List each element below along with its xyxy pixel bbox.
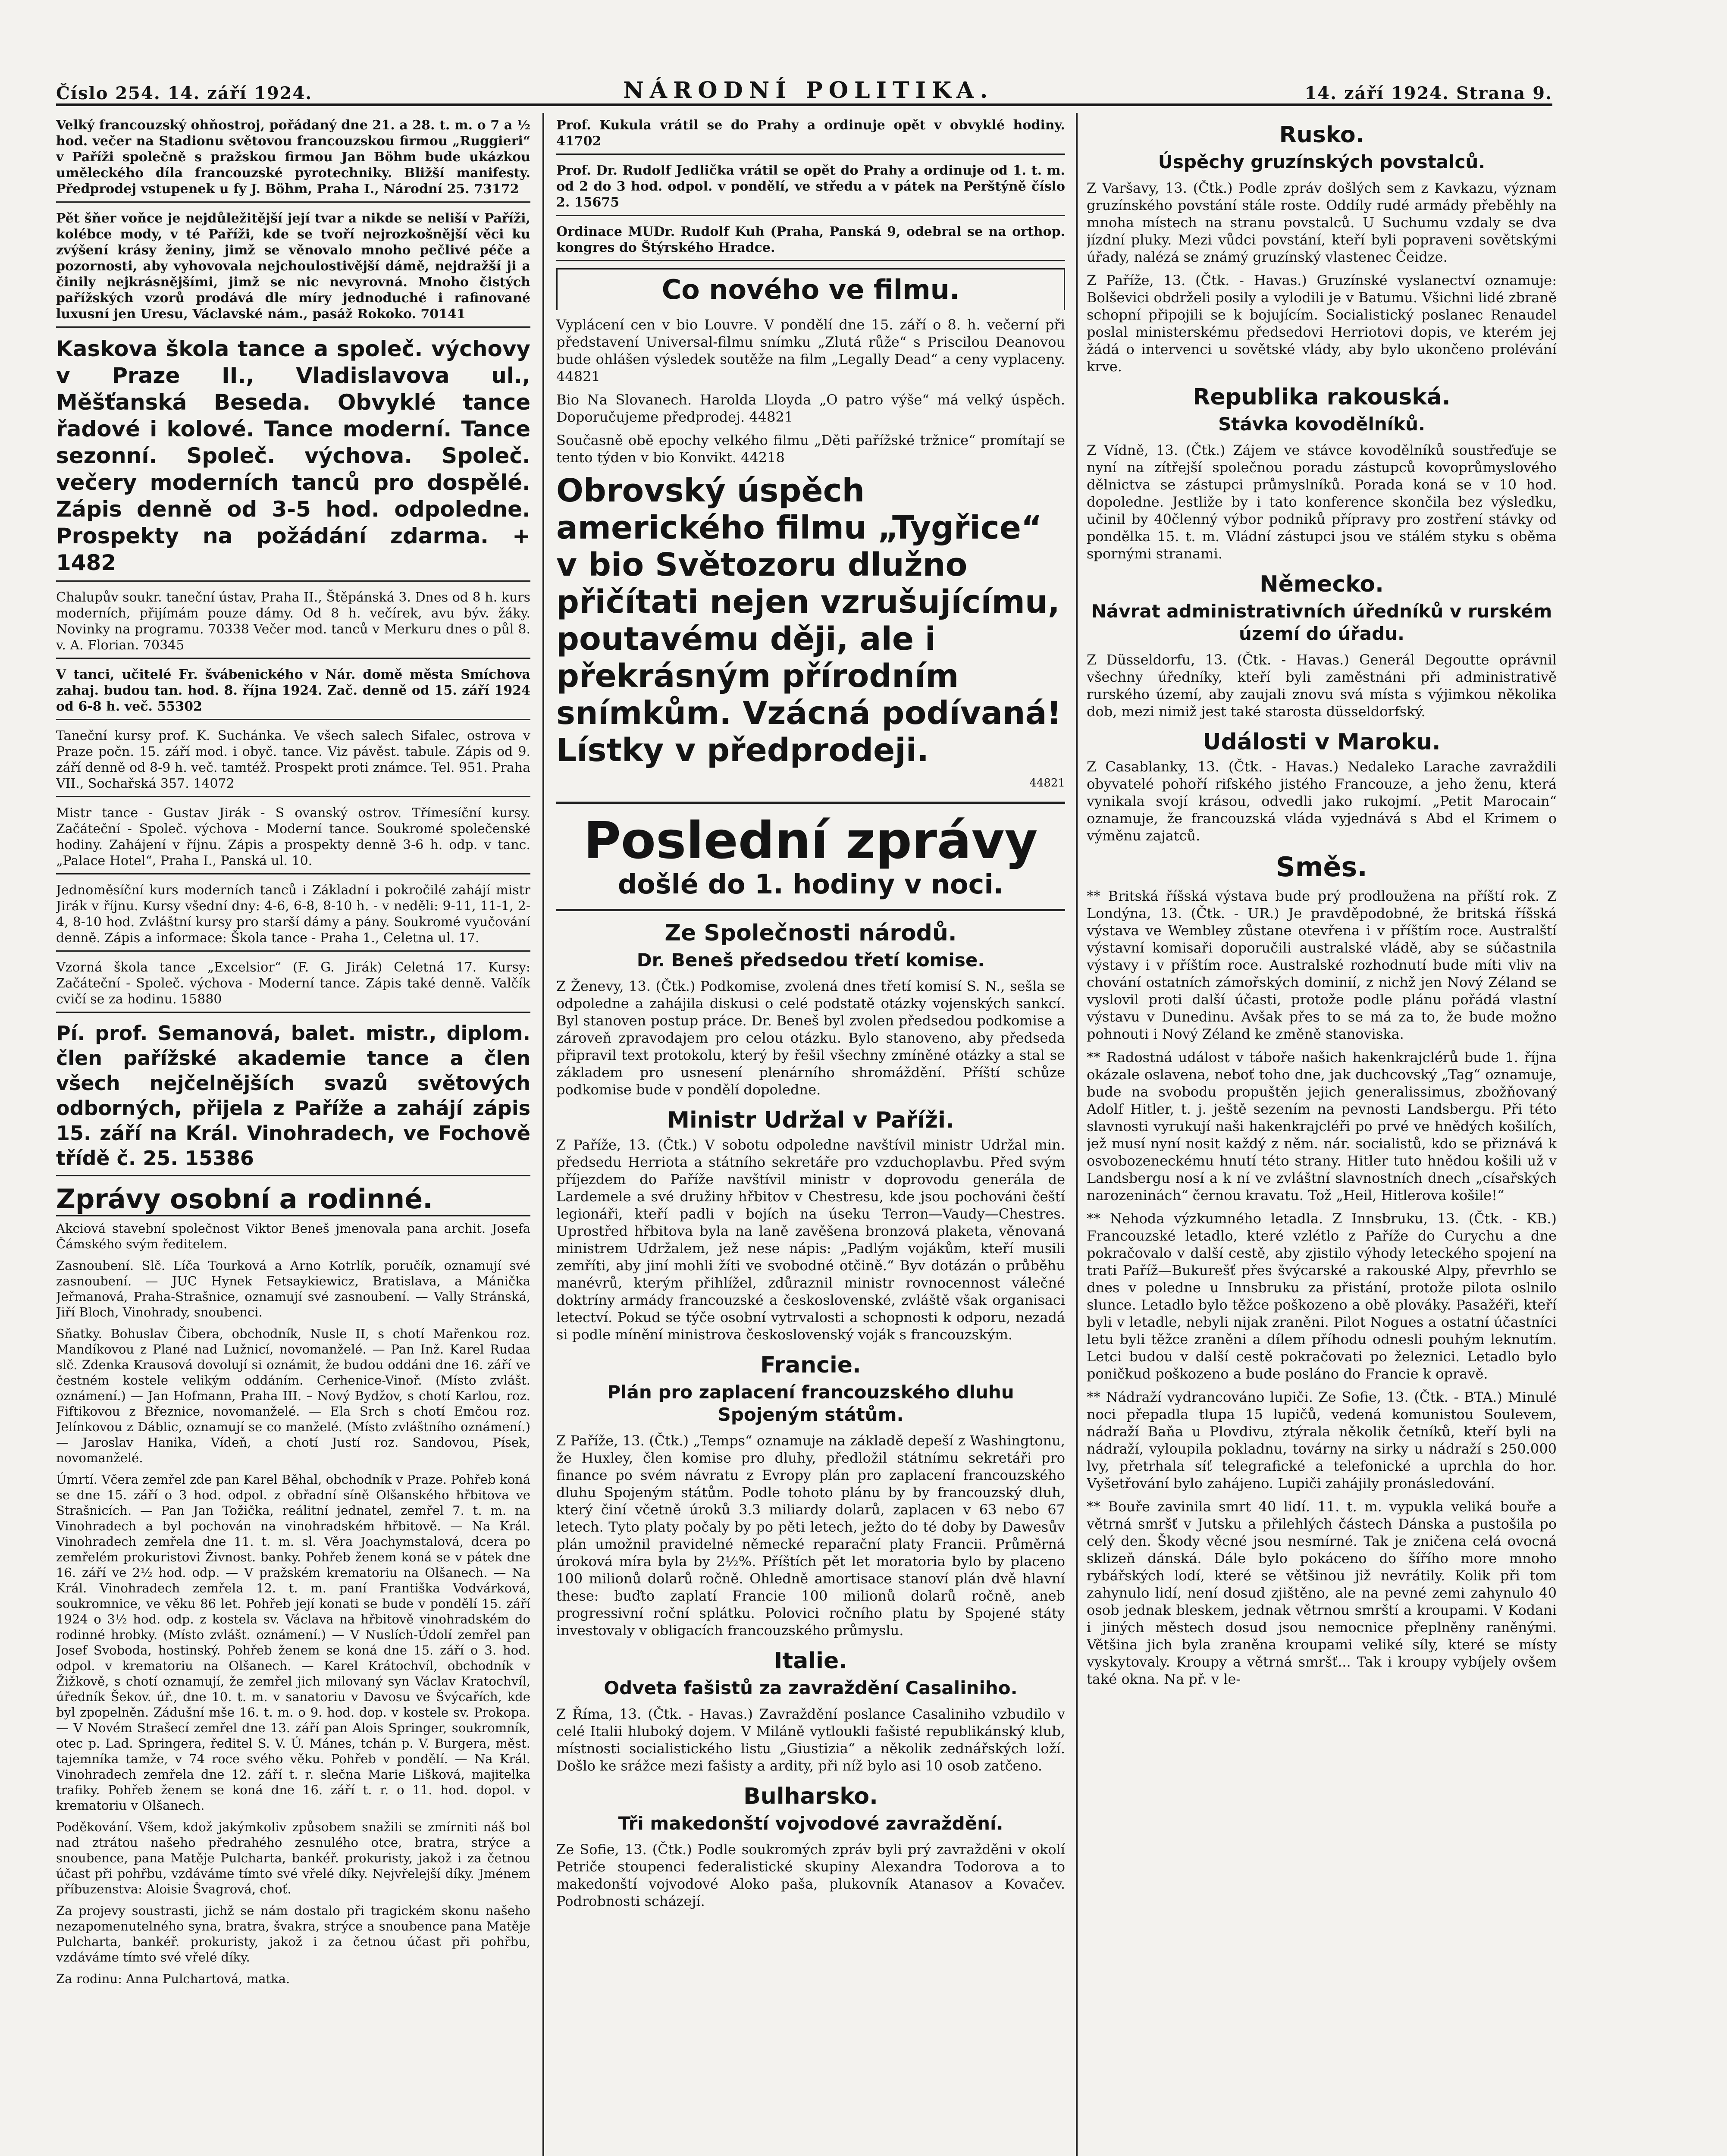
latest-news-title: Poslední zprávy <box>583 811 1038 870</box>
doctor-notice-text: Prof. Dr. Rudolf Jedlička vrátil se opět do Prahy a ordinuje od 1. t. m. od 2 do 3 hod. odpol. v pondělí, ve středu a v pátek na Perštýně číslo 2. 15675 <box>556 163 1065 210</box>
article-paragraph: Z Düsseldorfu, 13. (Čtk. - Havas.) Generál Degoutte oprávnil všechny úředníky, kteří byli zaměstnáni při administrativě rurského území, aby zaujali znovu svá místa s výjimkou několika dob, mezi nimiž jest také starosta düsseldorfský. <box>1087 652 1557 720</box>
misc-paragraph: ** Nádraží vydrancováno lupiči. Ze Sofie, 13. (Čtk. - BTA.) Minulé noci přepadla tlupa 15 lupičů, vedená komunistou Soulevem, nádraží Baňa u Plovdivu, ztýrala několik četníků, kteří byli na nádraží, vyloupila pokladnu, továrny na sirky u nádraží s 250.000 lvy, přetrhala síť telegrafické a telefonické a uprchla do hor. Vyšetřování bylo zahájeno. Lupiči zahájily pronásledování. <box>1087 1389 1557 1492</box>
paragraph: Sňatky. Bohuslav Čibera, obchodník, Nusle II, s chotí Mařenkou roz. Mandíkovou z Plané nad Lužnicí, novomanželé. — Pan Inž. Karel Rudaa slč. Zdenka Krausová dovolují si oznámit, že budou oddáni dne 16. září ve čestném kostele velikým oddáním. Cerhenice-Vinoř. (Místo zvlášt. oznámení.) — Jan Hofmann, Praha III. – Nový Bydžov, s chotí Karlou, roz. Fiftikovou z Březnice, novomanželé. — Ela Srch s chotí Emčou roz. Jelínkovou z Dáblic, oznamují se co manželé. (Místo zvláštního oznámení.) — Jaroslav Hanika, Vídeň, a chotí Justí roz. Sandovou, Písek, novomanželé. <box>56 1326 530 1465</box>
article-subheadline: Dr. Beneš předsedou třetí komise. <box>636 950 985 971</box>
masthead-title: NÁRODNÍ POLITIKA. <box>623 77 994 103</box>
latest-news-subtitle: došlé do 1. hodiny v noci. <box>617 868 1004 900</box>
article-paragraph: Z Říma, 13. (Čtk. - Havas.) Zavraždění poslance Casaliniho vzbudilo v celé Italii hluboký dojem. V Miláně vytloukli fašisté republikánský klub, místnosti socialistického listu „Giustizia“ a několik zednářských loží. Došlo ke srážce mezi fašisty a ardity, při níž bylo asi 10 osob zatčeno. <box>556 1706 1065 1774</box>
article-paragraph: Ze Sofie, 13. (Čtk.) Podle soukromých zpráv byli prý zavražděni v okolí Petriče stoupenci federalistické skupiny Alexandra Todorova a to makedonští vojvodové Aloko paša, plukovník Atanasov a Kovačev. Podrobnosti scházejí. <box>556 1841 1065 1909</box>
advertisement-text: Taneční kursy prof. K. Suchánka. Ve všech salech Sifalec, ostrova v Praze počn. 15. září mod. i obyč. tance. Viz pávěst. tabule. Zápis od 9. září denně od 8-9 h. več. tamtéž. Prospekt proti známce. Tel. 951. Praha VII., Sochařská 357. 14072 <box>56 728 530 791</box>
advertisement <box>56 1016 530 1176</box>
paragraph: Zasnoubení. Slč. Líča Tourková a Arno Kotrlík, poručík, oznamují své zasnoubení. — JUC Hynek Fetsaykiewicz, Bratislava, a Mánička Jeřmanová, Praha-Strašnice, oznamují své zasnoubení. — Vally Stránská, Jiří Bloch, Vinohrady, snoubenci. <box>56 1258 530 1319</box>
section-title-misc: Směs. <box>1276 851 1367 883</box>
cinema-news <box>556 316 1065 466</box>
article-headline: Francie. <box>760 1352 861 1378</box>
advertisement-text: Jednoměsíční kurs moderních tanců i Základní i pokročilé zahájí mistr Jirák v říjnu. Kursy všední dny: 4-6, 6-8, 8-10 h. - v neděli: 9-11, 11-1, 2-4, 8-10 hod. Zvláštní kursy pro starší dámy a pány. Soukromé vyučování denně. Zápis a informace: Škola tance - Praha 1., Celetna ul. 17. <box>56 883 530 946</box>
doctor-notice <box>556 113 1065 155</box>
section-title-personal: Zprávy osobní a rodinné. <box>56 1183 530 1216</box>
paragraph: Za rodinu: Anna Pulchartová, matka. <box>56 1971 290 1986</box>
column-1 <box>56 113 530 2156</box>
cinema-paragraph: Vyplácení cen v bio Louvre. V pondělí dne 15. září o 8. h. večerní při představení Universal-filmu snímku „Zlutá růže“ s Priscilou Deanovou bude ohlášen výsledek soutěže na film „Legally Dead“ a ceny vyplaceny. 44821 <box>556 317 1065 385</box>
advertisement-text: Kaskova škola tance a společ. výchovy v Praze II., Vladislavova ul., Měšťanská Beseda. Obvyklé tance řadové i kolové. Tance moderní. Tance sezonní. Společ. výchova. Společ. večery moderních tanců pro dospělé. Zápis denně od 3-5 hod. odpoledne. Prospekty na požádání zdarma. + 1482 <box>56 336 530 575</box>
masthead-right: 14. září 1924. Strana 9. <box>1304 83 1552 103</box>
article-paragraph: Z Paříže, 13. (Čtk.) V sobotu odpoledne navštívil ministr Udržal min. předsedu Herriota a státního sekretáře pro vzduchoplavbu. Před svým příjezdem do Paříže navštívil ministr v doprovodu generála de Lardemele a své družiny hřbitov v Chestresu, kde jsou pochováni čeští legionáři, kteří padli v bojích na úseku Terron—Vaudy—Chestres. Uprostřed hřbitova byla na laně zavěšena bronzová plaketa, věnovaná ministrem Udržalem, jež nese nápis: „Padlým vojákům, kteří musili zemříti, aby jiní mohli žíti ve svobodné otčině.“ Byv dotázán o průběhu manévrů, kterým přihlížel, zdůraznil ministr rovnocennost válečné doktríny armády francouzské a československé, zvláště však organisaci letectví. Pokud se týče osobní vytrvalosti a schopnosti k odporu, nezadá si podle mínění ministrova československý voják s francouzským. <box>556 1137 1065 1343</box>
column-rule <box>1076 113 1078 2156</box>
cinema-paragraph: Současně obě epochy velkého filmu „Děti pařížské tržnice“ promítají se tento týden v bio Konvikt. 44218 <box>556 432 1065 466</box>
article-headline: Ze Společnosti národů. <box>664 920 957 946</box>
doctor-notice-text: Prof. Kukula vrátil se do Prahy a ordinuje opět v obvyklé hodiny. 41702 <box>556 118 1065 149</box>
article-paragraph: Z Ženevy, 13. (Čtk.) Podkomise, zvolená dnes třetí komisí S. N., sešla se odpoledne a zahájila diskusi o celé podstatě otázky vojenských sankcí. Byl stanoven postup práce. Dr. Beneš byl zvolen předsedou podkomise a zároveň zpravodajem pro celou otázku. Bylo stanoveno, aby předseda připravil text protokolu, který by řešil všechny zmíněné otázky a stal se základem pro usnesení plenárního shromáždění. Příští schůze podkomise bude v pondělí dopoledne. <box>556 978 1065 1098</box>
masthead <box>56 78 1552 106</box>
doctor-notice <box>556 158 1065 216</box>
article-subheadline: Odveta fašistů za zavraždění Casaliniho. <box>604 1677 1018 1698</box>
column-rule <box>542 113 544 2156</box>
article-headline: Republika rakouská. <box>1193 384 1451 410</box>
foreign-news <box>1087 122 1557 844</box>
paragraph: Úmrtí. Včera zemřel zde pan Karel Běhal, obchodník v Praze. Pohřeb koná se dne 15. září o 3 hod. odpol. z obřadní síně Olšanského hřbitova ve Strašnicích. — Pan Jan Tožička, reálitní jednatel, zemřel 7. t. m. na Vinohradech a byl pochován na vinohradském hřbitově. — Na Král. Vinohradech zemřela dne 11. t. m. sl. Věra Joachymstalová, dcera po zemřelém prokuristovi Živnost. banky. Pohřeb ženem koná se v pátek dne 16. září ve 2½ hod. odp. — V pražském krematoriu na Olšanech. — Na Král. Vinohradech zemřela 12. t. m. paní Františka Vodvárková, soukromnice, ve věku 86 let. Pohřeb její konati se bude v pondělí 15. září 1924 o 3½ hod. odp. z kostela sv. Václava na hřbitově vinohradském do rodinné hrobky. (Místo zvlášt. oznámení.) — V Nuslích-Údolí zemřel pan Josef Svoboda, hostinský. Pohřeb ženem se koná dne 15. září o 3. hod. odpol. v krematoriu na Olšanech. — Karel Krátochvíl, obchodník v Žižkově, s chotí oznamují, že zemřel jich milovaný syn Václav Kratochvíl, úředník Šekov. úř., dne 10. t. m. v sanatoriu v Davosu ve Švýcařích, kde byl zpopelněn. Zádušní mše 16. t. m. o 9. hod. dop. v kostele sv. Prokopa. — V Novém Strašecí zemřel dne 13. září pan Alois Springer, soukromník, otec p. Lad. Springera, ředitel S. V. Ú. Mánes, tchán p. V. Burgera, měst. tajemníka tamže, v 74 roce svého věku. Pohřeb v pondělí. — Na Král. Vinohradech zemřela dne 12. září t. r. slečna Marie Lišková, majitelka trafiky. Pohřeb ženem se koná dne 16. září t. r. o 11. hod. dopol. v krematoriu v Olšanech. <box>56 1472 530 1813</box>
article-headline: Rusko. <box>1279 122 1364 148</box>
section-title-cinema: Co nového ve filmu. <box>556 268 1065 310</box>
article-headline: Německo. <box>1260 571 1384 597</box>
advertisement-text: V tanci, učitelé Fr. švábenického v Nár. domě města Smíchova zahaj. budou tan. hod. 8. října 1924. Zač. denně od 15. září 1924 od 6-8 h. več. 55302 <box>56 667 530 714</box>
latest-news-banner <box>556 802 1065 911</box>
advertisement <box>56 331 530 582</box>
misc-paragraph: ** Radostná událost v táboře našich hakenkrajclérů bude 1. října okázale oslavena, neboť toho dne, jak duchcovský „Tag“ oznamuje, bude na svobodu propuštěn jejich generalissimus, zbožňovaný Adolf Hitler, t. j. ještě sezením na pevnosti Landsbergu. Při této slavnosti vyrukují naši hakenkrajcléři po prvé ve hnědých košilích, jež musí nyní nosit každý z něm. nár. socialistů, kdo se přiznává k osvobozeneckému hnutí této strany. Hitler tuto hnědou košili už v Landsbergu nosí a k ní ve zvláštní slavnostních dnech „císařských narozeninách“ černou kravatu. Tož „Heil, Hitlerova košile!“ <box>1087 1049 1557 1203</box>
advertisement-text: Vzorná škola tance „Excelsior“ (F. G. Jirák) Celetná 17. Kursy: Začáteční - Společ. výchova - Moderní tance. Zápis také denně. Valčík cvičí se za hodinu. 15880 <box>56 960 530 1007</box>
personal-news <box>56 1221 530 1987</box>
article-subheadline: Stávka kovodělníků. <box>1218 414 1425 435</box>
doctor-notice <box>556 219 1065 261</box>
advertisements <box>56 113 530 1176</box>
article-paragraph: Z Casablanky, 13. (Čtk. - Havas.) Nedaleko Larache zavraždili obyvatelé pohoří rifského jistého Francouze, a jeho ženu, která vynikala svojí krásou, odvedli jako rukojmí. „Petit Marocain“ oznamuje, že francouzská vláda vyjednává s Abd el Krimem o výměnu zajatců. <box>1087 758 1557 844</box>
doctor-notices <box>556 113 1065 261</box>
promo-number: 44821 <box>1029 777 1065 790</box>
advertisement-text: Chalupův soukr. taneční ústav, Praha II., Štěpánská 3. Dnes od 8 h. kurs moderních, přijímám pouze dámy. Od 8 h. večírek, avu býv. žáky. Novinky na programu. 70338 Večer mod. tanců v Merkuru dnes o půl 8. v. A. Florian. 70345 <box>56 590 530 653</box>
article-headline: Bulharsko. <box>743 1783 878 1809</box>
advertisement <box>56 801 530 874</box>
advertisement <box>56 724 530 797</box>
column-2 <box>556 113 1065 2156</box>
advertisement-text: Velký francouzský ohňostroj, pořádaný dne 21. a 28. t. m. o 7 a ½ hod. večer na Stadionu světovou francouzskou firmou „Ruggieri“ v Paříži společně s pražskou firmou Jan Böhm bude ukázkou uměleckého díla francouzské pyrotechniky. Bližší manifesty. Předprodej vstupenek u fy J. Böhm, Praha I., Národní 25. 73172 <box>56 118 530 197</box>
article-paragraph: Z Varšavy, 13. (Čtk.) Podle zpráv došlých sem z Kavkazu, význam gruzínského povstání stále roste. Oddíly rudé armády přeběhly na mnoha místech na stranu povstalců. U Suchumu vzdaly se dva jízdní pluky. Mezi vůdci povstání, kteří byli popraveni sovětskými úřady, nalézá se známý gruzínský vlastenec Čeidze. <box>1087 180 1557 265</box>
advertisement <box>56 206 530 328</box>
misc-paragraph: ** Nehoda výzkumného letadla. Z Innsbruku, 13. (Čtk. - KB.) Francouzské letadlo, které vzlétlo z Paříže do Curychu a dne pokračovalo v další cestě, aby zjistilo výhody leteckého spojení na trati Paříž—Bukurešť přes švýcarské a rakouské Alpy, převrhlo se dnes v poledne u Innsbruku za přistání, protože pilota oslnilo slunce. Letadlo bylo těžce poškozeno a obě plováky. Pasažéři, kteří byli v letadle, nebyli nijak zraněni. Pilot Nogues a ostatní účastníci letu byli těžce zraněni a dílem příhodu odnesli pouhým leknutím. Letci budou v další cestě pokračovati po železnici. Letadlo bylo poničkud poškozeno a bude posláno do Francie k opravě. <box>1087 1210 1557 1382</box>
advertisement <box>56 878 530 952</box>
paragraph: Akciová stavební společnost Viktor Beneš jmenovala pana archit. Josefa Čámského svým ředitelem. <box>56 1221 530 1251</box>
article-headline: Italie. <box>774 1648 847 1674</box>
article-headline: Ministr Udržal v Paříži. <box>667 1107 954 1133</box>
doctor-notice-text: Ordinace MUDr. Rudolf Kuh (Praha, Panská 9, odebral se na orthop. kongres do Štýrského Hradce. <box>556 224 1065 255</box>
advertisement <box>56 585 530 659</box>
article-paragraph: Z Paříže, 13. (Čtk. - Havas.) Gruzínské vyslanectví oznamuje: Bolševici obdrželi posily a vylodili je v Batumu. Všichni lidé zbraně schopní připojili se k bojujícím. Socialistický poslanec Renaudel poslal ministerskému předsedovi Herriotovi dopis, ve kterém jej žádá o intervenci u sovětské vlády, aby bylo ukončeno prolévání krve. <box>1087 272 1557 375</box>
advertisement-text: Pí. prof. Semanová, balet. mistr., diplom. člen pařížské akademie tance a člen všech nejčelnějších svazů světových odborných, přijela z Paříže a zahájí zápis 15. září na Král. Vinohradech, ve Fochově třídě č. 25. 15386 <box>56 1022 530 1170</box>
advertisement <box>56 955 530 1013</box>
column-3 <box>1087 113 1557 2156</box>
advertisement <box>56 113 530 203</box>
article-subheadline: Tři makedonští vojvodové zavraždění. <box>618 1813 1003 1834</box>
film-promo: Obrovský úspěch amerického filmu „Tygřice“ v bio Světozoru dlužno přičítati nejen vzrušujícímu, poutavému ději, ale i překrásným přírodním snímkům. Vzácná podívaná! Lístky v předprodeji. <box>556 472 1062 769</box>
advertisement-text: Mistr tance - Gustav Jirák - S ovanský ostrov. Třímesíční kursy. Začáteční - Společ. výchova - Moderní tance. Soukromé společenské hodiny. Zahájení v říjnu. Zápis a prospekty denně 3-6 h. odp. v tanc. „Palace Hotel“, Praha I., Panská ul. 10. <box>56 805 530 868</box>
article-paragraph: Z Vídně, 13. (Čtk.) Zájem ve stávce kovodělníků soustřeďuje se nyní na zítřejší společnou poradu zástupců kovoprůmyslového dělnictva se zástupci průmyslníků. Porada koná se v 10 hod. dopoledne. Jestliže by i tato konference skončila bez výsledku, učinil by 40členný výbor podniků přípravy pro zostření stávky od pondělka 15. t. m. Vládní zástupci jsou ve stálém styku s oběma spornými stranami. <box>1087 442 1557 562</box>
masthead-left: Číslo 254. 14. září 1924. <box>56 83 313 103</box>
paragraph: Poděkování. Všem, kdož jakýmkoliv způsobem snažili se zmírniti náš bol nad ztrátou našeho předrahého zesnulého otce, bratra, strýce a snoubence, pana Matěje Pulcharta, bankéř. prokuristy, jakož i za četnou účast při pohřbu, vzdáváme tímto své vřelé díky. Nejvřelejší díky. Jménem příbuzenstva: Aloisie Švagrová, choť. <box>56 1820 530 1896</box>
article-paragraph: Z Paříže, 13. (Čtk.) „Temps“ oznamuje na základě depeší z Washingtonu, že Huxley, člen komise pro dluhy, předložil státnímu sekretáři pro finance po svém návratu z Evropy plán pro zaplacení francouzského dluhu Spojeným státům. Podle tohoto plánu by by francouzský dluh, který činí včetně úroků 3.3 miliardy dolarů, zaplacen v 63 nebo 67 letech. Tyto platy počaly by po pěti letech, ježto do té doby by Dawesův plán umožnil pravidelné německé reparační platy Francii. Průměrná úroková míra byla by 2½%. Příštích pět let moratoria bylo by placeno 100 milionů dolarů ročně. Ohledně amortisace stanoví plán dvě hlavní these: buďto zaplatí Francie 100 milionů dolarů ročně, aneb progressivní roční splátku. Polovici ročního platu by Spojené státy investovaly v obligacích francouzského průmyslu. <box>556 1432 1065 1639</box>
misc-news <box>1087 887 1557 1688</box>
cinema-paragraph: Bio Na Slovanech. Harolda Lloyda „O patro výše“ má velký úspěch. Doporučujeme předprodej. 44821 <box>556 392 1065 425</box>
misc-paragraph: ** Britská říšská výstava bude prý prodloužena na příští rok. Z Londýna, 13. (Čtk. - UR.) Je pravděpodobné, že britská říšská výstava ve Wembley zůstane otevřena i v příštím roce. Australští výstavní komisaři doporučili australské vládě, aby se súčastnila výstavy i v příštím roce. Australské rozhodnutí bude míti vliv na chování ostatních zámořských dominií, z nichž jen Nový Zéland se vyslovil proti další účasti, protože podle plánu pořádá vlastní výstavu v Dunedinu. Avšak přes to se má za to, že bude možno pohnouti i Nový Zéland ke změně stanoviska. <box>1087 888 1557 1042</box>
paragraph: Za projevy soustrasti, jichž se nám dostalo při tragickém skonu našeho nezapomenutelného syna, bratra, švakra, strýce a snoubence pana Matěje Pulcharta, bankéř. prokuristy, jakož i za četnou účast při pohřbu, vzdáváme tímto své vřelé díky. <box>56 1903 530 1965</box>
article-subheadline: Návrat administrativních úředníků v rurském území do úřadu. <box>1091 601 1552 644</box>
misc-paragraph: ** Bouře zavinila smrt 40 lidí. 11. t. m. vypukla veliká bouře a větrná smršť v Jutsku a přilehlých částech Dánska a pustošila po celý den. Škody věcné jsou nesmírné. Tak je zničena celá ovocná sklizeň dánská. Dále bylo pokáceno do šířího more mnoho rybářských lodí, které se většinou již nevrátily. Kolik při tom zahynulo lidí, není dosud zjištěno, ale na pevné zemi zahynulo 40 osob jednak bleskem, jednak větrnou smrští a kroupami. V Kodani i jiných městech dosud jsou nemocnice přeplněny raněnými. Většina jich byla zraněna kroupami veliké síly, které se místy vyskytovaly. Kroupy a větrná smršť... Tak i kroupy vybíjely ovšem také okna. Na př. v le- <box>1087 1498 1557 1687</box>
advertisement-text: Pět šňer voňce je nejdůležitější její tvar a nikde se neliší v Paříži, kolébce mody, v té Paříži, kde se tvoří nejrozkošnější věci ku zvýšení krásy ženiny, jimž se věnovalo mnoho pečlivé péče a pozornosti, aby vyhovovala nejchoulostivější dámě, nejdražší ji a činily nejkrásnějšími, jimž se nic nevyrovná. Mnoho čistých pařížských vzorů prodává dle míry jednoduché i rafinované luxusní jen Uresu, Václavské nám., pasáž Rokoko. 70141 <box>56 211 530 322</box>
article-subheadline: Plán pro zaplacení francouzského dluhu Spojeným státům. <box>607 1382 1014 1425</box>
advertisement <box>56 662 530 720</box>
article-headline: Události v Maroku. <box>1203 729 1441 755</box>
news-articles <box>556 920 1065 1910</box>
article-subheadline: Úspěchy gruzínských povstalců. <box>1158 151 1486 172</box>
